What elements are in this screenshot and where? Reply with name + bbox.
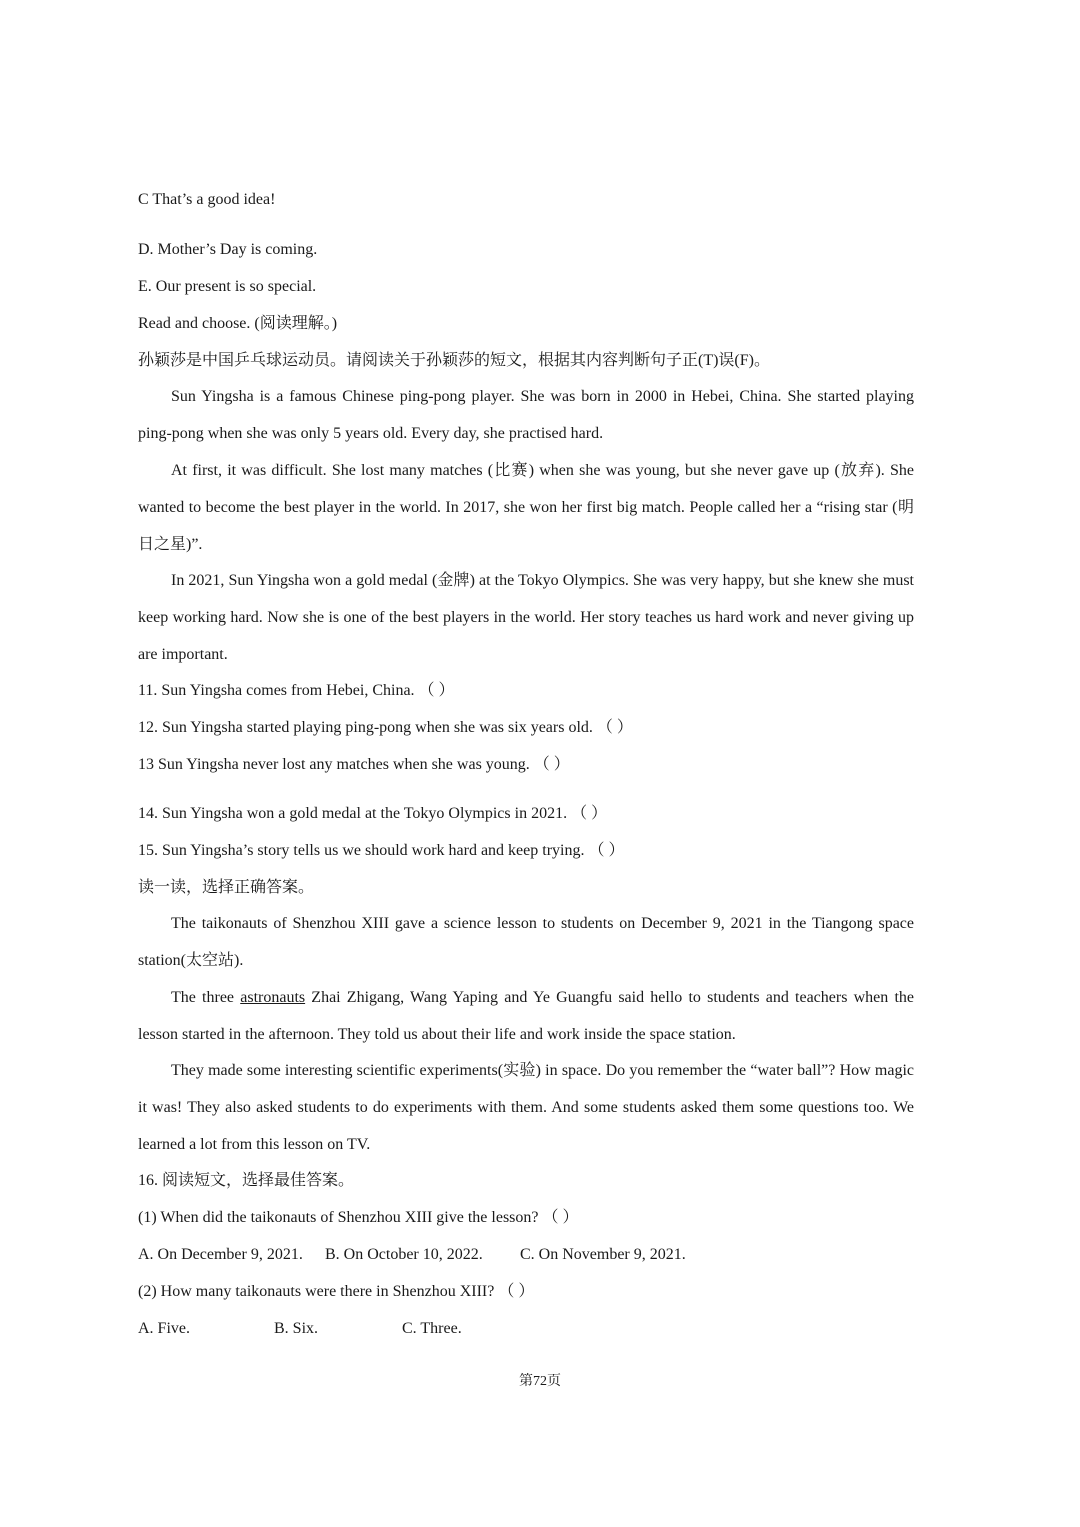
passage-paragraph-2-text: At first, it was difficult. She lost many matches (比赛) when she was young, but she never gave up (放弃). She wanted to become the best player in the world. In 2017, she won her first big match. People called her a “rising star (明日之星)”. [138, 462, 915, 553]
option-a-december: A. On December 9, 2021. [138, 1246, 303, 1263]
taikonaut-paragraph-2-before: The three [171, 989, 241, 1006]
question-12: 12. Sun Yingsha started playing ping-pong when she was six years old. （ ） [138, 719, 633, 736]
section-heading-taikonauts: 读一读，选择正确答案。 [138, 879, 315, 896]
question-16-heading: 16. 阅读短文，选择最佳答案。 [138, 1172, 355, 1189]
question-16-1: (1) When did the taikonauts of Shenzhou XIII give the lesson? （ ） [138, 1209, 579, 1226]
section-heading-read-choose: Read and choose. (阅读理解。) [138, 315, 338, 332]
passage-paragraph-2 [138, 452, 914, 563]
question-15: 15. Sun Yingsha’s story tells us we should work hard and keep trying. （ ） [138, 842, 625, 859]
option-c-three: C. Three. [402, 1320, 462, 1337]
option-e: E. Our present is so special. [138, 278, 317, 295]
question-14: 14. Sun Yingsha won a gold medal at the Tokyo Olympics in 2021. （ ） [138, 805, 608, 822]
instruction-true-false: 孙颖莎是中国乒乓球运动员。请阅读关于孙颖莎的短文，根据其内容判断句子正(T)误(F)。 [138, 352, 770, 369]
taikonaut-paragraph-1 [138, 905, 914, 979]
option-c-november: C. On November 9, 2021. [520, 1246, 686, 1263]
taikonaut-paragraph-2 [138, 979, 914, 1053]
passage-paragraph-1 [138, 378, 914, 452]
taikonaut-paragraph-1-text: The taikonauts of Shenzhou XIII gave a science lesson to students on December 9, 2021 in the Tiangong space station(太空站). [138, 915, 914, 969]
question-16-2-options [138, 1319, 914, 1339]
page-number: 第72页 [519, 1374, 561, 1389]
taikonaut-paragraph-2-after: Zhai Zhigang, Wang Yaping and Ye Guangfu said hello to students and teachers when the lesson started in the afternoon. They told us about their life and work inside the space station. [138, 989, 915, 1043]
taikonaut-paragraph-3-text: They made some interesting scientific experiments(实验) in space. Do you remember the “water ball”? How magic it was! They also asked students to do experiments with them. And some students asked them some questions too. We learned a lot from this lesson on TV. [138, 1062, 914, 1153]
question-16-2: (2) How many taikonauts were there in Shenzhou XIII? （ ） [138, 1283, 535, 1300]
question-11: 11. Sun Yingsha comes from Hebei, China. （ ） [138, 682, 455, 699]
passage-paragraph-3 [138, 562, 914, 673]
question-13: 13 Sun Yingsha never lost any matches when she was young. （ ） [138, 756, 570, 773]
option-c: C That’s a good idea! [138, 191, 276, 208]
underlined-word-astronauts: astronauts [240, 989, 306, 1006]
option-b-october: B. On October 10, 2022. [325, 1246, 483, 1263]
question-16-1-options [138, 1245, 914, 1265]
option-b-six: B. Six. [274, 1320, 319, 1337]
option-a-five: A. Five. [138, 1320, 190, 1337]
option-d: D. Mother’s Day is coming. [138, 241, 318, 258]
taikonaut-paragraph-3 [138, 1052, 914, 1163]
passage-paragraph-3-text: In 2021, Sun Yingsha won a gold medal (金牌) at the Tokyo Olympics. She was very happy, but she knew she must keep working hard. Now she is one of the best players in the world. Her story teaches us hard work and never giving up are important. [138, 572, 914, 663]
passage-paragraph-1-text: Sun Yingsha is a famous Chinese ping-pong player. She was born in 2000 in Hebei, China. She started playing ping-pong when she was only 5 years old. Every day, she practised hard. [138, 388, 914, 442]
